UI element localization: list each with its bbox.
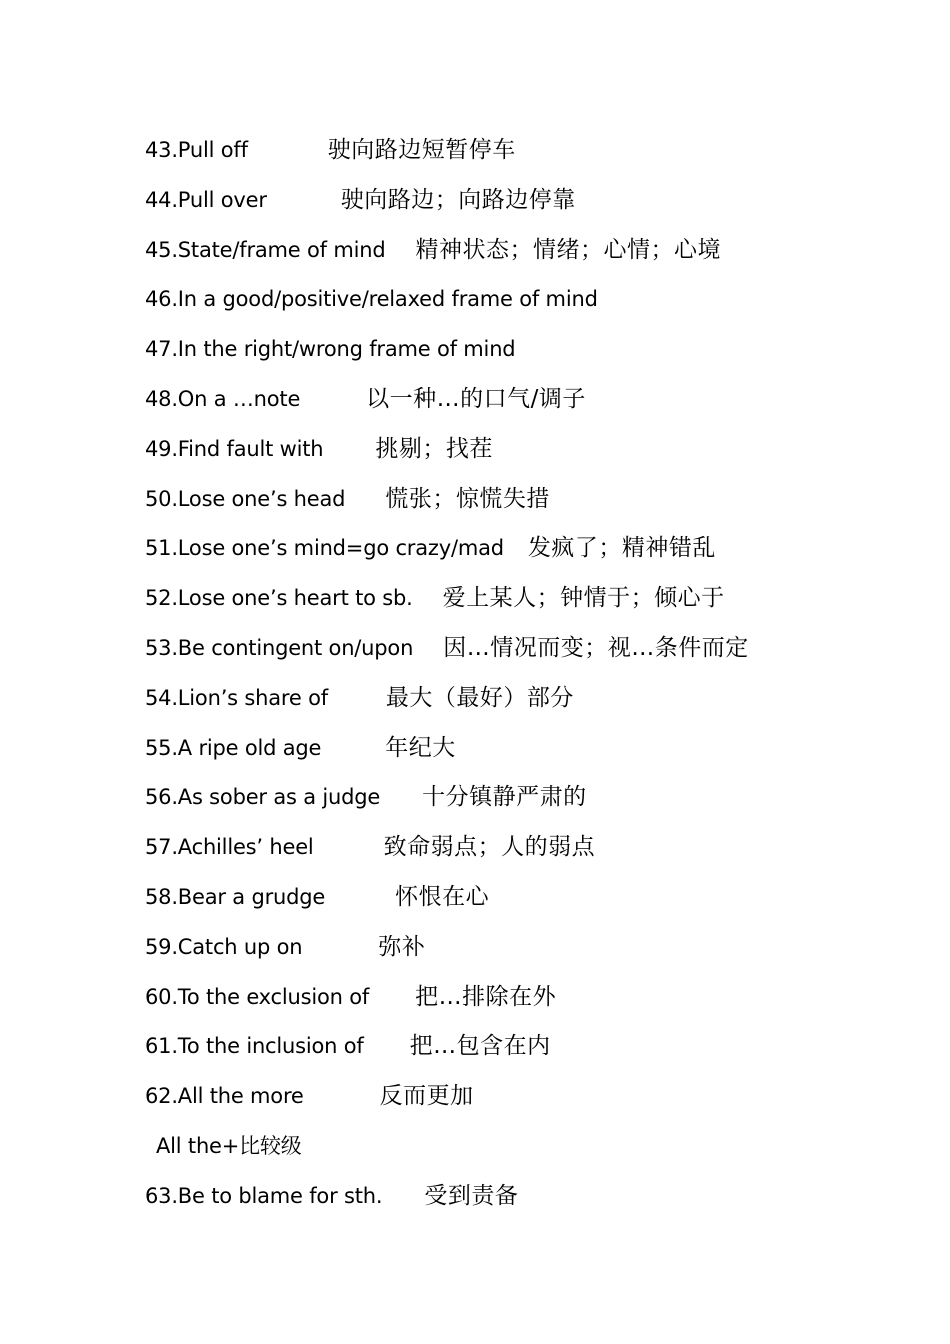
vocab-phrase: 46.In a good/positive/relaxed frame of mind bbox=[145, 287, 598, 312]
vocabulary-list bbox=[145, 132, 905, 1228]
vocab-entry bbox=[145, 381, 905, 431]
vocab-meaning: 驶向路边；向路边停靠 bbox=[340, 186, 576, 213]
vocab-entry bbox=[145, 481, 905, 531]
vocab-phrase: 45.State/frame of mind bbox=[145, 237, 386, 262]
vocab-entry bbox=[145, 1178, 905, 1228]
vocab-meaning: 反而更加 bbox=[379, 1083, 474, 1110]
vocab-meaning: 慌张；惊慌失措 bbox=[385, 485, 550, 512]
vocab-entry bbox=[145, 530, 905, 580]
vocab-entry bbox=[145, 580, 905, 630]
vocab-meaning: 发疯了；精神错乱 bbox=[527, 535, 716, 562]
vocab-phrase: 62.All the more bbox=[145, 1084, 304, 1109]
vocab-entry bbox=[145, 829, 905, 879]
vocab-phrase: 60.To the exclusion of bbox=[145, 984, 370, 1009]
vocab-phrase: 43.Pull off bbox=[145, 138, 248, 162]
vocab-meaning: 精神状态；情绪；心情；心境 bbox=[415, 236, 721, 263]
vocab-meaning: 受到责备 bbox=[424, 1182, 519, 1209]
vocab-phrase: 50.Lose one’s head bbox=[145, 486, 346, 511]
vocab-phrase: 54.Lion’s share of bbox=[145, 685, 328, 710]
vocab-phrase: 58.Bear a grudge bbox=[145, 884, 326, 909]
vocab-meaning: 以一种…的口气/调子 bbox=[366, 385, 586, 412]
vocab-entry bbox=[145, 1128, 905, 1178]
vocab-phrase: All the+比较级 bbox=[156, 1133, 302, 1158]
vocab-phrase: 48.On a …note bbox=[145, 386, 301, 411]
vocab-phrase: 63.Be to blame for sth. bbox=[145, 1183, 383, 1208]
vocab-meaning: 十分镇静严肃的 bbox=[422, 784, 587, 811]
vocab-entry bbox=[145, 1078, 905, 1128]
vocab-meaning: 把…排除在外 bbox=[415, 983, 557, 1010]
vocab-meaning: 因…情况而变；视…条件而定 bbox=[443, 634, 749, 661]
vocab-phrase: 59.Catch up on bbox=[145, 934, 303, 959]
vocab-meaning: 爱上某人；钟情于；倾心于 bbox=[442, 585, 725, 612]
vocab-entry bbox=[145, 979, 905, 1029]
vocab-phrase: 51.Lose one’s mind=go crazy/mad bbox=[145, 536, 504, 561]
vocab-meaning: 把…包含在内 bbox=[409, 1033, 551, 1060]
vocab-phrase: 47.In the right/wrong frame of mind bbox=[145, 337, 516, 362]
vocab-phrase: 55.A ripe old age bbox=[145, 735, 322, 760]
vocab-phrase: 52.Lose one’s heart to sb. bbox=[145, 586, 413, 611]
vocab-entry bbox=[145, 232, 905, 282]
vocab-entry bbox=[145, 331, 905, 381]
vocab-phrase: 53.Be contingent on/upon bbox=[145, 635, 414, 660]
vocab-phrase: 61.To the inclusion of bbox=[145, 1034, 364, 1059]
vocab-meaning: 年纪大 bbox=[385, 734, 456, 761]
vocab-entry bbox=[145, 132, 905, 182]
vocab-phrase: 44.Pull over bbox=[145, 187, 267, 212]
vocab-entry bbox=[145, 1028, 905, 1078]
vocab-phrase: 49.Find fault with bbox=[145, 436, 324, 461]
vocab-entry bbox=[145, 730, 905, 780]
vocab-entry bbox=[145, 182, 905, 232]
vocab-meaning: 驶向路边短暂停车 bbox=[327, 137, 516, 163]
vocab-phrase: 57.Achilles’ heel bbox=[145, 835, 314, 860]
vocab-entry bbox=[145, 929, 905, 979]
vocab-phrase: 56.As sober as a judge bbox=[145, 785, 381, 810]
vocab-entry bbox=[145, 630, 905, 680]
vocab-entry bbox=[145, 281, 905, 331]
vocab-entry bbox=[145, 431, 905, 481]
vocab-meaning: 致命弱点；人的弱点 bbox=[383, 834, 596, 861]
vocab-entry bbox=[145, 680, 905, 730]
vocab-meaning: 怀恨在心 bbox=[395, 883, 490, 910]
vocab-meaning: 弥补 bbox=[378, 933, 426, 960]
vocab-entry bbox=[145, 779, 905, 829]
vocab-meaning: 挑剔；找茬 bbox=[375, 435, 493, 462]
vocab-entry bbox=[145, 879, 905, 929]
vocab-meaning: 最大（最好）部分 bbox=[385, 684, 574, 711]
